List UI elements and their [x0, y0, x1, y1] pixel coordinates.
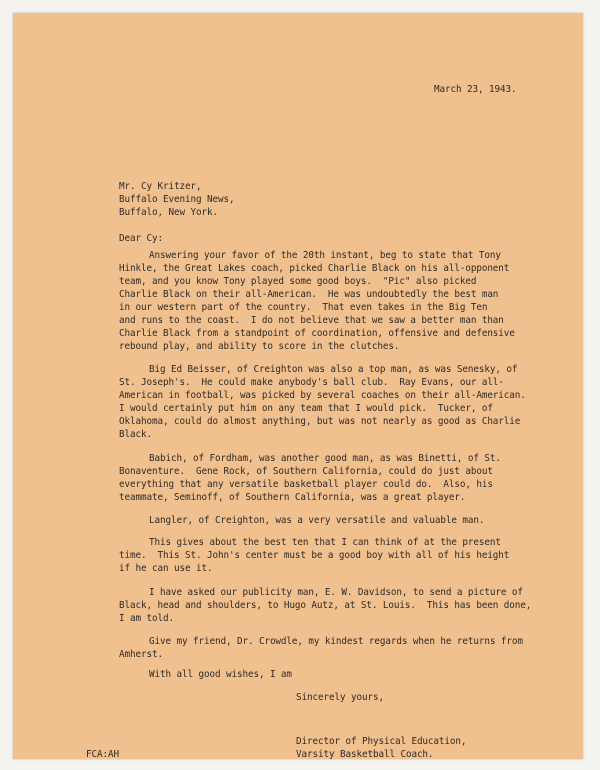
paragraph-line: Give my friend, Dr. Crowdle, my kindest regards when he returns from — [149, 636, 523, 647]
letter-date: March 23, 1943. — [434, 84, 517, 95]
recipient-organization: Buffalo Evening News, — [119, 194, 235, 205]
paragraph-line: Big Ed Beisser, of Creighton was also a top man, as was Senesky, of — [149, 364, 518, 375]
paragraph-line: American in football, was picked by several coaches on their all-American. — [119, 390, 526, 401]
recipient-city: Buffalo, New York. — [119, 207, 218, 218]
letter-body — [13, 13, 583, 759]
paragraph-line: in our western part of the country. That even takes in the Big Ten — [119, 302, 488, 313]
paragraph-line: teammate, Seminoff, of Southern California, was a great player. — [119, 492, 466, 503]
paragraph-line: Babich, of Fordham, was another good man, as was Binetti, of St. — [149, 453, 501, 464]
paragraph-line: and runs to the coast. I do not believe that we saw a better man than — [119, 315, 504, 326]
paragraph-line: Black, head and shoulders, to Hugo Autz, at St. Louis. This has been done, — [119, 600, 532, 611]
paragraph-line: I have asked our publicity man, E. W. Davidson, to send a picture of — [149, 587, 523, 598]
closing-line: With all good wishes, I am — [149, 669, 292, 680]
recipient-name: Mr. Cy Kritzer, — [119, 181, 202, 192]
paragraph-line: Amherst. — [119, 649, 163, 660]
paragraph-line: Langler, of Creighton, was a very versatile and valuable man. — [149, 515, 485, 526]
paragraph-line: team, and you know Tony played some good boys. "Pic" also picked — [119, 276, 477, 287]
paragraph-line: rebound play, and ability to score in the clutches. — [119, 341, 400, 352]
paragraph-line: Answering your favor of the 20th instant, beg to state that Tony — [149, 250, 501, 261]
sign-off: Sincerely yours, — [296, 692, 384, 703]
paragraph-line: I am told. — [119, 613, 174, 624]
paragraph-line: Hinkle, the Great Lakes coach, picked Charlie Black on his all-opponent — [119, 263, 510, 274]
letter-page — [13, 13, 583, 759]
salutation: Dear Cy: — [119, 233, 163, 244]
paragraph-line: St. Joseph's. He could make anybody's ball club. Ray Evans, our all- — [119, 377, 504, 388]
paragraph-line: Charlie Black from a standpoint of coordination, offensive and defensive — [119, 328, 515, 339]
paragraph-line: if he can use it. — [119, 563, 213, 574]
paragraph-line: This gives about the best ten that I can think of at the present — [149, 537, 501, 548]
paragraph-line: Bonaventure. Gene Rock, of Southern California, could do just about — [119, 466, 493, 477]
paragraph-line: everything that any versatile basketball player could do. Also, his — [119, 479, 493, 490]
typist-initials: FCA:AH — [86, 749, 119, 760]
paragraph-line: Black. — [119, 429, 152, 440]
signer-title: Varsity Basketball Coach. — [296, 749, 434, 760]
signer-title: Director of Physical Education, — [296, 736, 467, 747]
paragraph-line: time. This St. John's center must be a good boy with all of his height — [119, 550, 510, 561]
paragraph-line: Oklahoma, could do almost anything, but was not nearly as good as Charlie — [119, 416, 521, 427]
paragraph-line: Charlie Black on their all-American. He was undoubtedly the best man — [119, 289, 499, 300]
paragraph-line: I would certainly put him on any team that I would pick. Tucker, of — [119, 403, 493, 414]
